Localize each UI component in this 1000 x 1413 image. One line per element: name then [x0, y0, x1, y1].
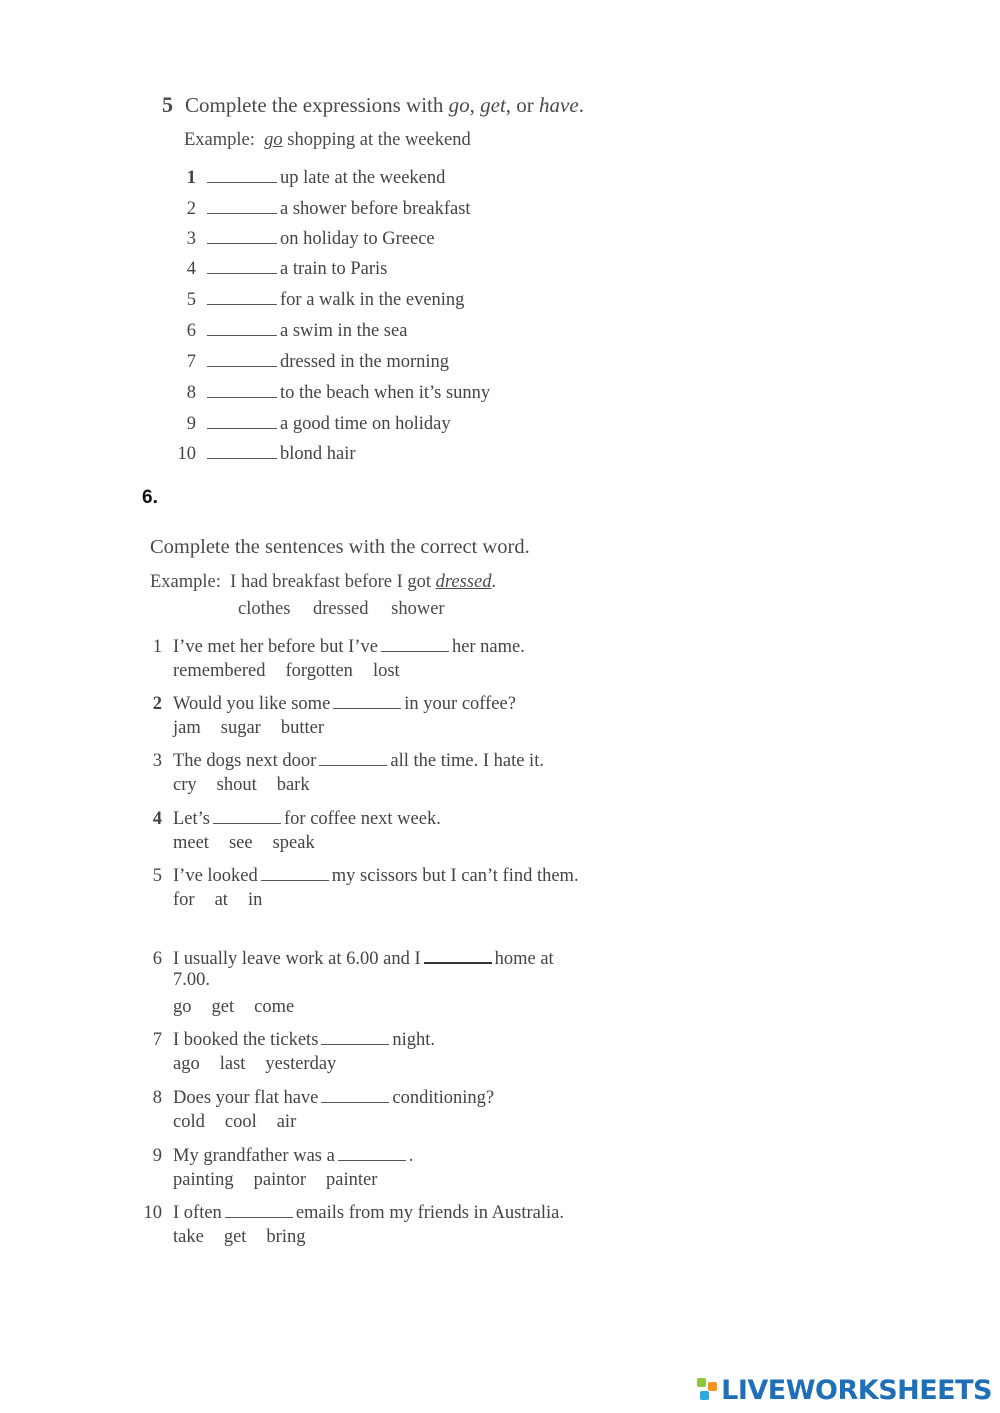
example-answer: dressed [435, 572, 492, 592]
question-text-before: I’ve met her before but I’ve [173, 637, 378, 657]
answer-blank[interactable] [261, 864, 329, 881]
logo-mark-icon [697, 1378, 719, 1404]
question-text-after: conditioning? [392, 1088, 495, 1108]
question-number: 6 [152, 949, 162, 969]
option[interactable]: shout [216, 775, 257, 795]
option[interactable]: speak [272, 833, 315, 853]
option[interactable]: bring [266, 1227, 306, 1247]
option[interactable]: cold [173, 1112, 205, 1132]
question-number: 5 [152, 866, 162, 886]
exercise-6-question [140, 1201, 564, 1248]
answer-blank[interactable] [207, 350, 277, 367]
answer-blank[interactable] [319, 749, 387, 766]
option[interactable]: for [173, 890, 195, 910]
option[interactable]: lost [372, 661, 400, 681]
item-text: a swim in the sea [280, 321, 408, 341]
item-number: 7 [186, 352, 196, 372]
exercise-6-question [140, 692, 516, 739]
answer-blank[interactable] [381, 635, 449, 652]
word-options [173, 1112, 494, 1133]
question-number: 3 [152, 751, 162, 771]
word-options [173, 1170, 413, 1191]
answer-blank[interactable] [213, 807, 281, 824]
exercise-5-instructions: Complete the expressions with go, get, or have. [185, 93, 584, 117]
option[interactable]: yesterday [265, 1054, 337, 1074]
question-text-before: I’ve looked [173, 866, 258, 886]
option[interactable]: painting [173, 1170, 234, 1190]
question-text-after: for coffee next week. [284, 809, 441, 829]
answer-blank[interactable] [207, 288, 277, 305]
exercise-6-question [140, 1086, 494, 1133]
option[interactable]: cool [224, 1112, 257, 1132]
question-number: 8 [152, 1088, 162, 1108]
word-options [173, 775, 544, 796]
question-text-before: I booked the tickets [173, 1030, 319, 1050]
exercise-6-question [140, 1028, 435, 1075]
question-number: 1 [152, 637, 162, 657]
liveworksheets-logo[interactable] [697, 1375, 992, 1406]
option[interactable]: see [228, 833, 253, 853]
answer-blank[interactable] [207, 442, 277, 459]
word-options [173, 661, 525, 682]
item-number: 4 [186, 259, 196, 279]
answer-blank[interactable] [207, 257, 277, 274]
word-options [173, 718, 516, 739]
logo-text: LIVEWORKSHEETS [721, 1375, 992, 1406]
answer-blank[interactable] [207, 227, 277, 244]
item-text: a good time on holiday [280, 414, 451, 434]
question-text-after: home at [494, 949, 554, 969]
question-text-after: emails from my friends in Australia. [295, 1203, 565, 1223]
option[interactable]: go [173, 997, 192, 1017]
option[interactable]: get [211, 997, 235, 1017]
item-number: 2 [186, 199, 196, 219]
answer-blank[interactable] [338, 1144, 406, 1161]
option[interactable]: last [219, 1054, 246, 1074]
option[interactable]: air [276, 1112, 297, 1132]
option[interactable]: get [223, 1227, 247, 1247]
item-number: 5 [186, 290, 196, 310]
item-text: to the beach when it’s sunny [280, 383, 491, 403]
question-number: 7 [152, 1030, 162, 1050]
question-text-before: Let’s [173, 809, 210, 829]
word-options [173, 997, 554, 1018]
exercise-6-example: Example: I had breakfast before I got dressed. [150, 572, 497, 592]
question-text-after: her name. [451, 637, 525, 657]
question-text-after: night. [392, 1030, 436, 1050]
option[interactable]: jam [173, 718, 201, 738]
question-number: 9 [152, 1146, 162, 1166]
word-options [173, 1054, 435, 1075]
exercise-5-item [170, 227, 435, 253]
word-options [173, 890, 579, 911]
option[interactable]: painter [326, 1170, 378, 1190]
item-text: dressed in the morning [280, 352, 450, 372]
option[interactable]: bark [276, 775, 310, 795]
question-number: 4 [152, 809, 162, 829]
option[interactable]: take [173, 1227, 204, 1247]
item-number: 9 [186, 414, 196, 434]
word-options [173, 1227, 564, 1248]
answer-blank[interactable] [207, 412, 277, 429]
option[interactable]: forgotten [285, 661, 353, 681]
exercise-5-number: 5 [162, 92, 173, 117]
question-number: 2 [152, 694, 162, 714]
exercise-6-question [140, 1144, 413, 1191]
word-options [173, 833, 441, 854]
answer-blank[interactable] [207, 381, 277, 398]
question-text-after: my scissors but I can’t find them. [331, 866, 579, 886]
option[interactable]: meet [173, 833, 209, 853]
exercise-5-item [170, 442, 356, 468]
answer-blank[interactable] [225, 1201, 293, 1218]
question-text-after: in your coffee? [404, 694, 516, 714]
item-text: blond hair [280, 444, 356, 464]
exercise-6-question [140, 635, 525, 682]
exercise-6-question [140, 749, 544, 796]
option[interactable]: come [254, 997, 295, 1017]
option[interactable]: in [247, 890, 263, 910]
exercise-6-heading: 6. [142, 487, 158, 508]
item-text: for a walk in the evening [280, 290, 465, 310]
answer-blank[interactable] [321, 1028, 389, 1045]
answer-blank[interactable] [424, 946, 492, 964]
exercise-6-question [140, 864, 579, 911]
exercise-5-item [170, 166, 445, 192]
question-text-continuation: 7.00. [173, 970, 210, 990]
question-text-after: all the time. I hate it. [390, 751, 544, 771]
answer-blank[interactable] [333, 692, 401, 709]
item-number: 3 [186, 229, 196, 249]
example-answer: go [264, 130, 283, 150]
answer-blank[interactable] [321, 1086, 389, 1103]
item-number: 10 [177, 444, 196, 464]
option[interactable]: remembered [173, 661, 266, 681]
question-text-before: The dogs next door [173, 751, 317, 771]
item-number: 8 [186, 383, 196, 403]
exercise-5-item [170, 288, 464, 314]
example-options: clothes dressed shower [238, 599, 445, 619]
item-text: up late at the weekend [280, 168, 446, 188]
option[interactable]: sugar [220, 718, 261, 738]
exercise-5-item [170, 197, 471, 223]
answer-blank[interactable] [207, 197, 277, 214]
exercise-5-item [170, 381, 490, 407]
exercise-5-item [170, 319, 407, 345]
item-number: 1 [186, 168, 196, 188]
item-number: 6 [186, 321, 196, 341]
exercise-6-question [140, 807, 441, 854]
exercise-5-example: Example: go shopping at the weekend [184, 130, 471, 150]
option[interactable]: butter [280, 718, 324, 738]
question-number: 10 [143, 1203, 162, 1223]
item-text: a train to Paris [280, 259, 388, 279]
question-text-after: . [408, 1146, 414, 1166]
option[interactable]: at [214, 890, 228, 910]
answer-blank[interactable] [207, 319, 277, 336]
exercise-5-item [170, 257, 387, 283]
question-text-before: I usually leave work at 6.00 and I [173, 949, 421, 969]
question-text-before: Would you like some [173, 694, 331, 714]
option[interactable]: cry [173, 775, 197, 795]
option[interactable]: ago [173, 1054, 200, 1074]
exercise-5-item [170, 350, 449, 376]
question-text-before: I often [173, 1203, 222, 1223]
exercise-6-instructions: Complete the sentences with the correct word. [150, 536, 530, 558]
question-text-before: My grandfather was a [173, 1146, 335, 1166]
option[interactable]: paintor [253, 1170, 307, 1190]
exercise-6-question [140, 946, 554, 1018]
item-text: a shower before breakfast [280, 199, 471, 219]
answer-blank[interactable] [207, 166, 277, 183]
exercise-5-item [170, 412, 451, 438]
item-text: on holiday to Greece [280, 229, 435, 249]
question-text-before: Does your flat have [173, 1088, 319, 1108]
